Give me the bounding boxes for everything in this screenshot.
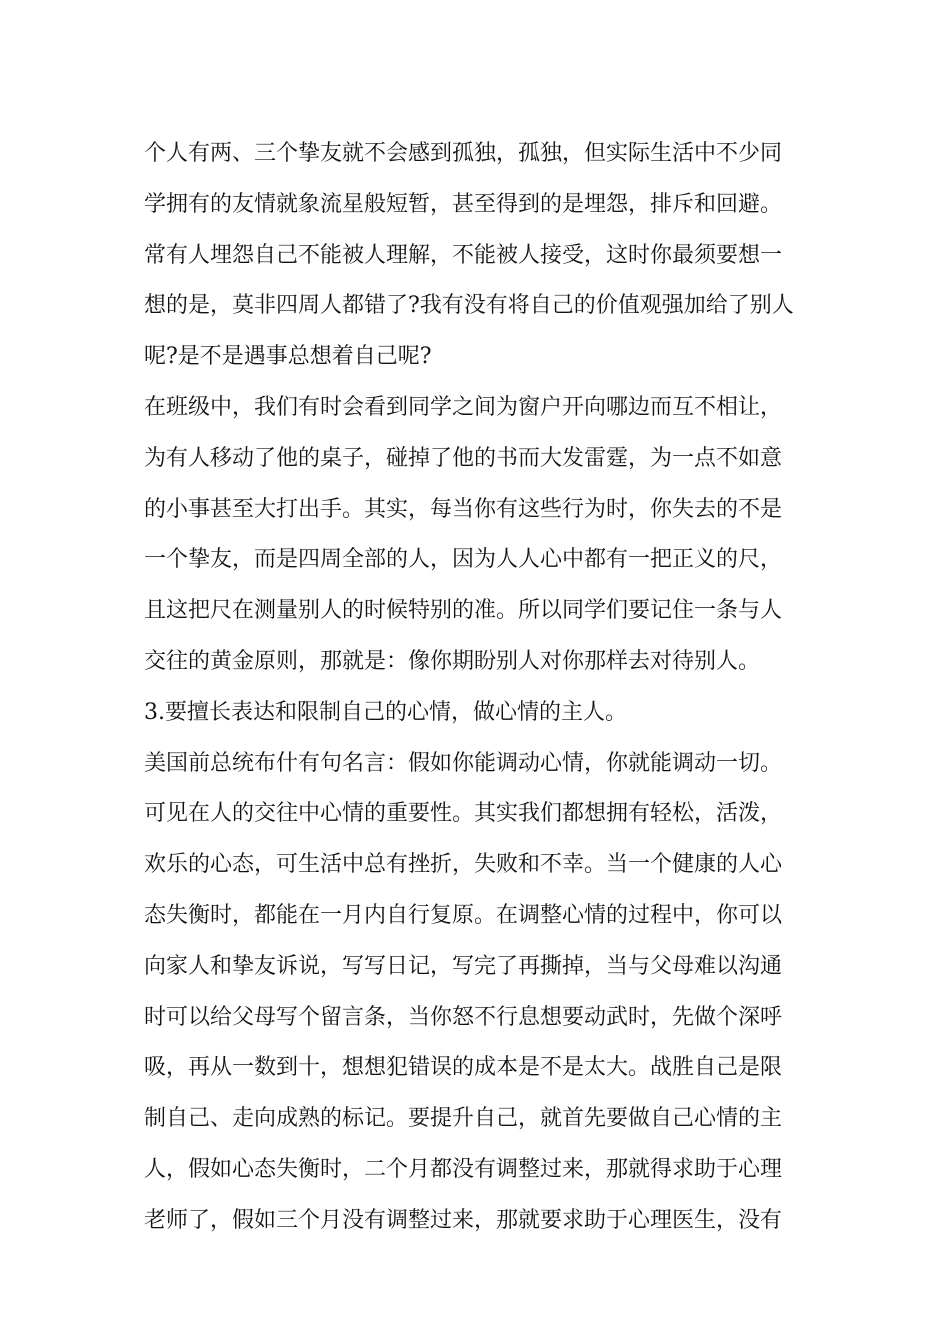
text-line: 时可以给父母写个留言条，当你怒不行息想要动武时，先做个深呼 <box>144 1004 783 1030</box>
body-text <box>144 129 814 1247</box>
text-line: 的小事甚至大打出手。其实，每当你有这些行为时，你失去的不是 <box>144 496 783 522</box>
text-line: 向家人和挚友诉说，写写日记，写完了再撕掉，当与父母难以沟通 <box>144 953 783 979</box>
text-line: 且这把尺在测量别人的时候特别的准。所以同学们要记住一条与人 <box>144 598 783 624</box>
text-line: 想的是，莫非四周人都错了?我有没有将自己的价值观强加给了别人 <box>144 293 794 319</box>
text-line: 个人有两、三个挚友就不会感到孤独，孤独，但实际生活中不少同 <box>144 141 783 166</box>
section-heading: 3.要擅长表达和限制自己的心情，做心情的主人。 <box>144 699 627 725</box>
text-line: 制自己、走向成熟的标记。要提升自己，就首先要做自己心情的主 <box>144 1106 783 1132</box>
text-line: 常有人埋怨自己不能被人理解，不能被人接受，这时你最须要想一 <box>144 242 783 268</box>
text-line: 在班级中，我们有时会看到同学之间为窗户开向哪边而互不相让， <box>144 394 783 420</box>
text-line: 老师了，假如三个月没有调整过来，那就要求助于心理医生，没有 <box>144 1207 783 1233</box>
text-line: 人，假如心态失衡时，二个月都没有调整过来，那就得求助于心理 <box>144 1156 783 1182</box>
text-line: 呢?是不是遇事总想着自己呢? <box>144 344 432 370</box>
text-line: 交往的黄金原则，那就是：像你期盼别人对你那样去对待别人。 <box>144 648 761 674</box>
text-line: 美国前总统布什有句名言：假如你能调动心情，你就能调动一切。 <box>144 750 783 776</box>
text-line: 可见在人的交往中心情的重要性。其实我们都想拥有轻松，活泼， <box>144 801 783 827</box>
text-line: 为有人移动了他的桌子，碰掉了他的书而大发雷霆，为一点不如意 <box>144 445 783 471</box>
text-line: 态失衡时，都能在一月内自行复原。在调整心情的过程中，你可以 <box>144 902 783 928</box>
text-line: 吸，再从一数到十，想想犯错误的成本是不是太大。战胜自己是限 <box>144 1055 783 1081</box>
text-line: 学拥有的友情就象流星般短暂，甚至得到的是埋怨，排斥和回避。 <box>144 191 783 217</box>
text-line: 欢乐的心态，可生活中总有挫折，失败和不幸。当一个健康的人心 <box>144 852 783 878</box>
text-line: 一个挚友，而是四周全部的人，因为人人心中都有一把正义的尺， <box>144 547 783 573</box>
